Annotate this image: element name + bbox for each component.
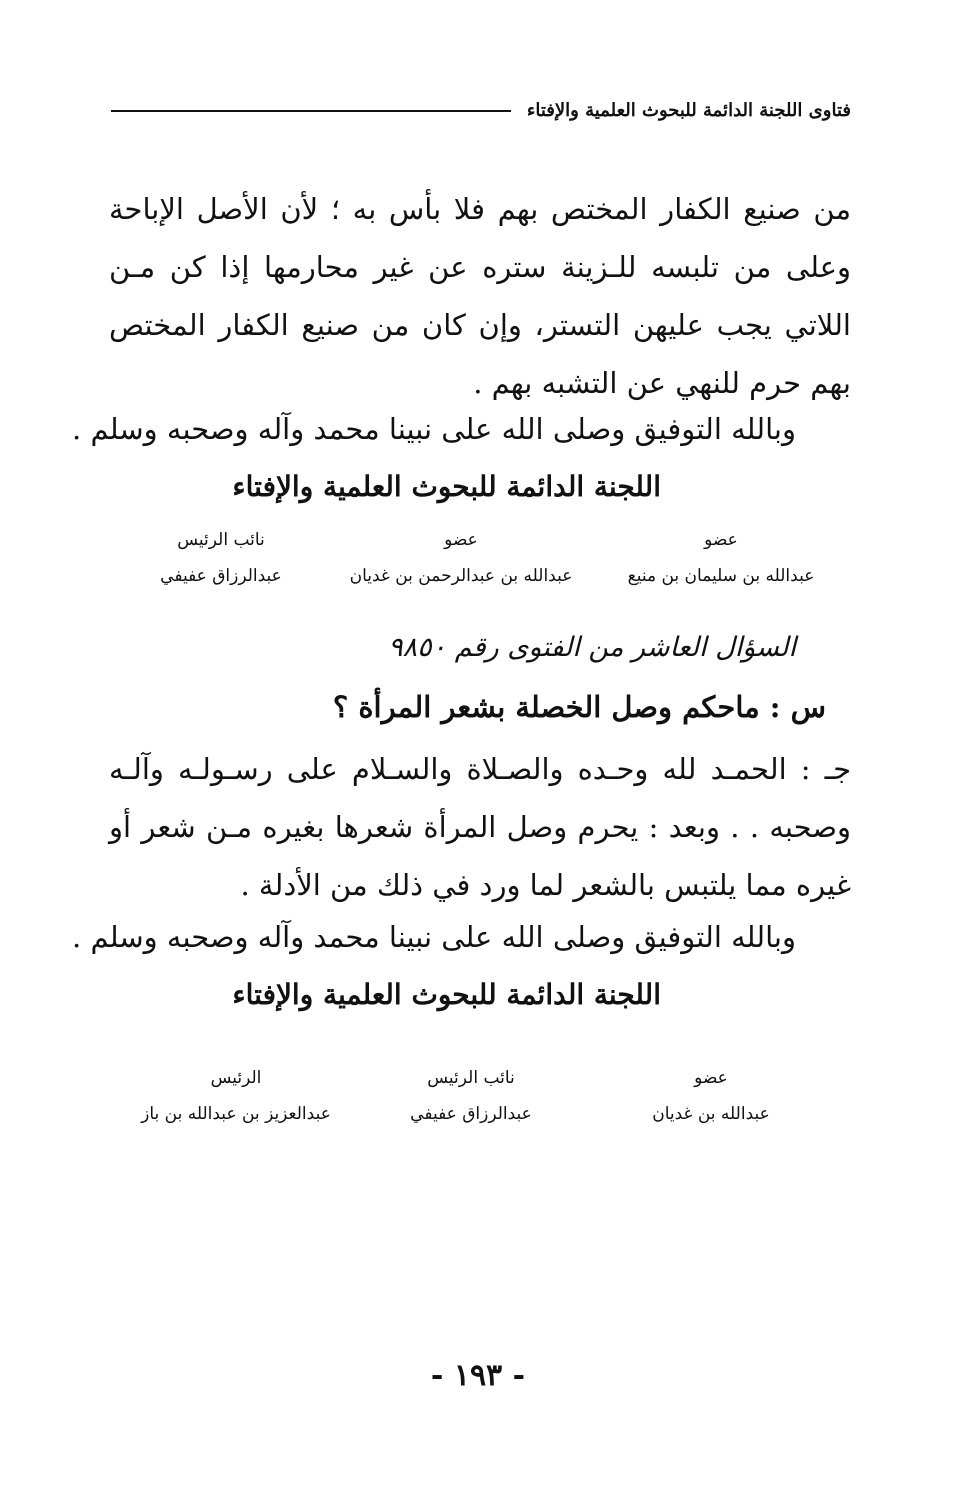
signatory-vice-president (386, 1068, 556, 1124)
answer-paragraph: جـ : الحمـد لله وحـده والصـلاة والسـلام على رسـولـه وآلـه وصحبه . . وبعد : يحرم وصل المرأة شعرها بغيره مـن شعر أو غيره مما يلتبس بالشعر لما ورد في ذلك من الأدلة . (109, 752, 851, 902)
running-title: فتاوى اللجنة الدائمة للبحوث العلمية والإفتاء (526, 100, 851, 121)
signatory-role: نائب الرئيس (177, 530, 265, 550)
signatory-name: عبدالعزيز بن عبدالله بن باز (141, 1104, 331, 1124)
signatory-role: الرئيس (210, 1068, 262, 1088)
committee-name: اللجنة الدائمة للبحوث العلمية والإفتاء (232, 470, 661, 503)
running-header (111, 100, 851, 121)
signatory-role: عضو (444, 530, 478, 550)
closing-line: وبالله التوفيق وصلى الله على نبينا محمد وآله وصحبه وسلم . (72, 412, 796, 446)
signatory-president (126, 1068, 346, 1124)
header-rule (111, 110, 511, 112)
fatwa-paragraph: من صنيع الكفار المختص بهم فلا بأس به ؛ لأن الأصل الإباحة وعلى من تلبسه للـزينة ستره عن غير محارمها إذا كن مـن اللاتي يجب عليهن التستر، وإن كان من صنيع الكفار المختص بهم حرم للنهي عن التشبه بهم . (109, 192, 851, 400)
page-number: - ١٩٣ - (430, 1358, 526, 1393)
signatory-name: عبدالله بن سليمان بن منيع (627, 566, 815, 586)
signatory-name: عبدالله بن عبدالرحمن بن غديان (349, 566, 573, 586)
committee-name: اللجنة الدائمة للبحوث العلمية والإفتاء (232, 978, 661, 1011)
closing-line: وبالله التوفيق وصلى الله على نبينا محمد وآله وصحبه وسلم . (72, 920, 796, 954)
signatory-name: عبدالرزاق عفيفي (410, 1104, 532, 1124)
signatory-role: عضو (694, 1068, 728, 1088)
signatory-name: عبدالله بن غديان (652, 1104, 770, 1124)
signatory-role: نائب الرئيس (427, 1068, 515, 1088)
signatory-member (606, 530, 836, 586)
signatory-role: عضو (704, 530, 738, 550)
question-line: س : ماحكم وصل الخصلة بشعر المرأة ؟ (332, 690, 826, 724)
signatory-name: عبدالرزاق عفيفي (160, 566, 282, 586)
fatwa-title: السؤال العاشر من الفتوى رقم ٩٨٥٠ (388, 632, 796, 663)
signatory-member (626, 1068, 796, 1124)
signatory-member (341, 530, 581, 586)
signatory-vice-president (136, 530, 306, 586)
